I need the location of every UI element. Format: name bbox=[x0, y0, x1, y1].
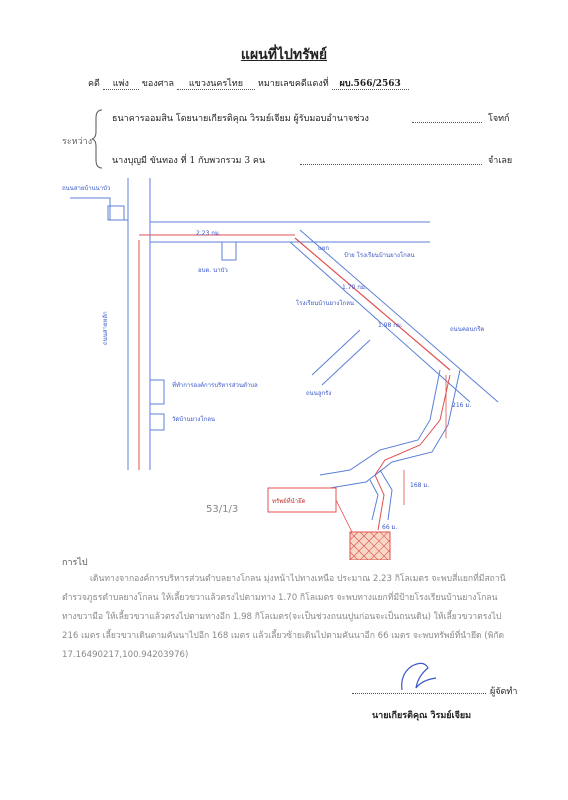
map-label-left-building-1: ที่ทำการองค์การบริหารส่วนตำบล bbox=[172, 382, 258, 389]
map-label-junction: แยก bbox=[318, 245, 330, 252]
map-label-left-branch: ถนนลูกรัง bbox=[306, 390, 332, 397]
plaintiff-name: ธนาคารออมสิน โดยนายเกียรติคุณ วิรมย์เจียม ผู้รับมอบอำนาจช่วง bbox=[112, 114, 369, 124]
plaintiff-role: โจทก์ bbox=[488, 114, 510, 124]
case-no-label: หมายเลขคดีแดงที่ bbox=[257, 79, 329, 89]
map-label-dist-66: 66 ม. bbox=[382, 524, 398, 531]
map-label-road-2: 1.98 กม. bbox=[378, 322, 403, 329]
map-label-school: โรงเรียนบ้านยางโกลน bbox=[296, 300, 354, 307]
case-number: ผบ.566/2563 bbox=[332, 79, 409, 90]
route-lower bbox=[375, 375, 450, 475]
defendant-name: นางบุญมี ขันทอง ที่ 1 กับพวกรวม 3 คน bbox=[112, 156, 266, 166]
map-label-left-road: ถนนสายหลัก bbox=[102, 311, 109, 345]
top-left-branch bbox=[70, 198, 128, 220]
signer-name: นายเกียรติคุณ วิรมย์เจียม bbox=[372, 711, 472, 721]
brace-icon bbox=[90, 108, 104, 170]
map-label-office: อบต. นาบัว bbox=[198, 267, 228, 274]
map-label-top-left: ถนนสายบ้านนาบัว bbox=[62, 185, 111, 192]
signature-scribble bbox=[398, 660, 440, 694]
map-label-dist-216: 216 ม. bbox=[452, 402, 472, 409]
case-type: แพ่ง bbox=[103, 79, 139, 90]
map-label-property: ทรัพย์ที่นำยึด bbox=[272, 498, 306, 505]
left-building-1 bbox=[150, 380, 164, 404]
signature-role: ผู้จัดทำ bbox=[490, 687, 518, 697]
branch-road-left-2 bbox=[322, 340, 370, 385]
office-building bbox=[222, 242, 236, 260]
plaintiff-dotline bbox=[412, 122, 482, 123]
map-label-road-1: 1.70 กม. bbox=[342, 284, 367, 291]
defendant-dotline bbox=[300, 164, 482, 165]
page-title: แผนที่ไปทรัพย์ bbox=[240, 47, 328, 63]
map-label-sign: ป้าย โรงเรียนบ้านยางโกลน bbox=[344, 252, 415, 259]
branch-road-left bbox=[312, 330, 360, 375]
left-building-2 bbox=[150, 414, 164, 430]
page-stamp-number: 53/1/3 bbox=[206, 504, 239, 515]
directions-text: เดินทางจากองค์การบริหารส่วนตำบลยางโกลน มุ่งหน้าไปทางเหนือ ประมาณ 2.23 กิโลเมตร จะพบสี่แยกที่มีสถานีตำรวจภูธรตำบลยางโกลน ให้เลี้ยวขวาแล้วตรงไปตามทาง 1.70 กิโลเมตร จะพบทางแยกที่มีป้ายโรงเรียนบ้านยางโกลนทางขวามือ ให้เลี้ยวขวาแล้วตรงไปตามทางอีก 1.98 กิโลเมตร(จะเป็นช่วงถนนปูนก่อนจะเป็นถนนดิน) ให้เลี้ยวขวาตรงไป 216 เมตร เลี้ยวขวาเดินตามคันนาไปอีก 168 เมตร แล้วเลี้ยวซ้ายเดินไปตามคันนาอีก 66 เมตร จะพบทรัพย์ที่นำยึด (พิกัด 17.16490217,100.94203976) bbox=[62, 574, 506, 660]
court-name: แขวงนครไทย bbox=[177, 79, 255, 90]
case-line bbox=[88, 76, 498, 90]
court-label: ของศาล bbox=[141, 79, 174, 89]
property-pointer bbox=[336, 500, 352, 532]
lower-road-1 bbox=[320, 370, 440, 475]
directions-heading: การไป bbox=[62, 558, 88, 568]
map-label-right-road: ถนนคอนกรีต bbox=[450, 326, 485, 333]
map-label-dist-168: 168 ม. bbox=[410, 482, 430, 489]
map-label-left-building-2: วัดบ้านยางโกลน bbox=[172, 416, 215, 423]
map-label-km: 2.23 กม. bbox=[196, 230, 221, 237]
case-label: คดี bbox=[88, 79, 100, 89]
between-label: ระหว่าง bbox=[62, 137, 93, 147]
defendant-role: จำเลย bbox=[488, 156, 513, 166]
field-path bbox=[380, 470, 392, 520]
field-path-2 bbox=[370, 480, 378, 520]
signature-dotline bbox=[352, 693, 486, 694]
